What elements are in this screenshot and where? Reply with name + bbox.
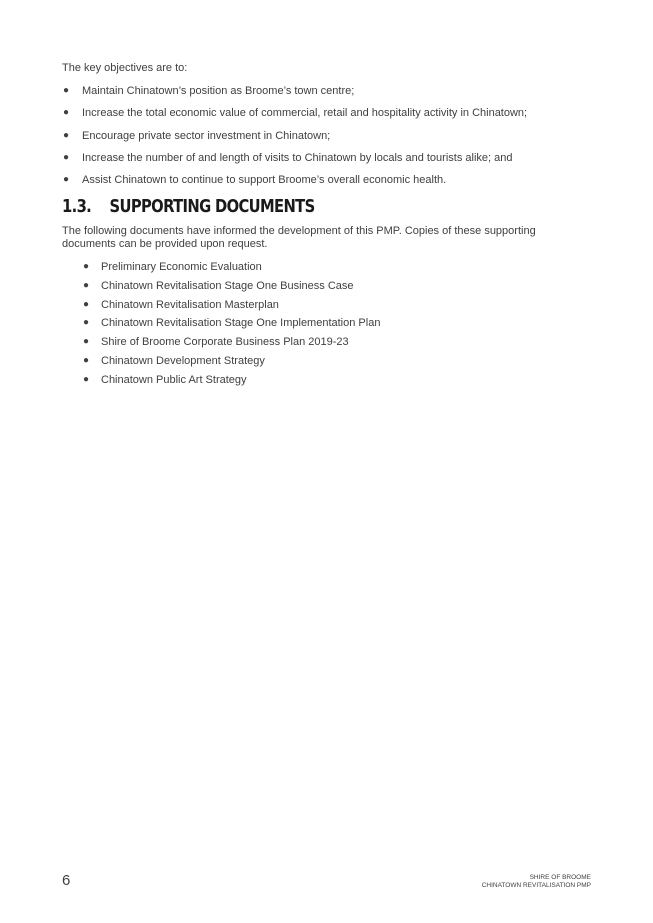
list-item [82,260,380,279]
bullet-icon: ● [63,129,70,141]
footer-org: SHIRE OF BROOME [529,874,591,881]
list-item [62,151,622,173]
footer-doc-title: CHINATOWN REVITALISATION PMP [481,882,591,889]
list-item [62,84,622,106]
objectives-intro: The key objectives are to: [62,62,188,74]
document-title: Chinatown Revitalisation Stage One Implementation Plan [101,317,381,330]
document-title: Chinatown Public Art Strategy [101,373,247,386]
objective-text: Increase the total economic value of commercial, retail and hospitality activity in Chinatown; [82,107,528,120]
page-number: 6 [62,872,71,889]
list-item [82,298,380,317]
objective-text: Increase the number of and length of visits to Chinatown by locals and tourists alike; and [82,151,513,164]
document-title: Shire of Broome Corporate Business Plan 2019-23 [101,336,349,349]
section-number: 1.3. [62,196,92,217]
document-title: Chinatown Development Strategy [101,354,265,367]
list-item [82,316,380,335]
objective-text: Maintain Chinatown’s position as Broome’s town centre; [82,85,355,97]
list-item [82,279,380,298]
list-item [82,354,380,373]
section-title: SUPPORTING DOCUMENTS [109,196,315,217]
footer-document-info [482,874,591,890]
bullet-icon: ● [83,317,90,329]
bullet-icon: ● [83,298,90,310]
bullet-icon: ● [63,85,70,96]
supporting-documents-list [82,260,380,392]
bullet-icon: ● [83,279,90,291]
bullet-icon: ● [83,354,90,366]
list-item [62,129,622,151]
objectives-list [62,84,622,195]
document-title: Preliminary Economic Evaluation [101,261,262,273]
list-item [62,106,622,128]
objective-text: Encourage private sector investment in Chinatown; [82,129,331,142]
list-item [82,335,380,354]
bullet-icon: ● [83,336,90,348]
section-paragraph: The following documents have informed the development of this PMP. Copies of these supporting documents can be provided upon request. [62,225,536,250]
bullet-icon: ● [63,151,70,163]
document-title: Chinatown Revitalisation Stage One Business Case [101,279,354,292]
bullet-icon: ● [83,373,90,385]
section-heading [62,195,315,219]
bullet-icon: ● [63,107,70,119]
bullet-icon: ● [63,174,70,186]
list-item [62,173,622,195]
list-item [82,373,380,392]
bullet-icon: ● [83,261,90,272]
objective-text: Assist Chinatown to continue to support Broome’s overall economic health. [82,174,447,187]
document-title: Chinatown Revitalisation Masterplan [101,298,279,311]
